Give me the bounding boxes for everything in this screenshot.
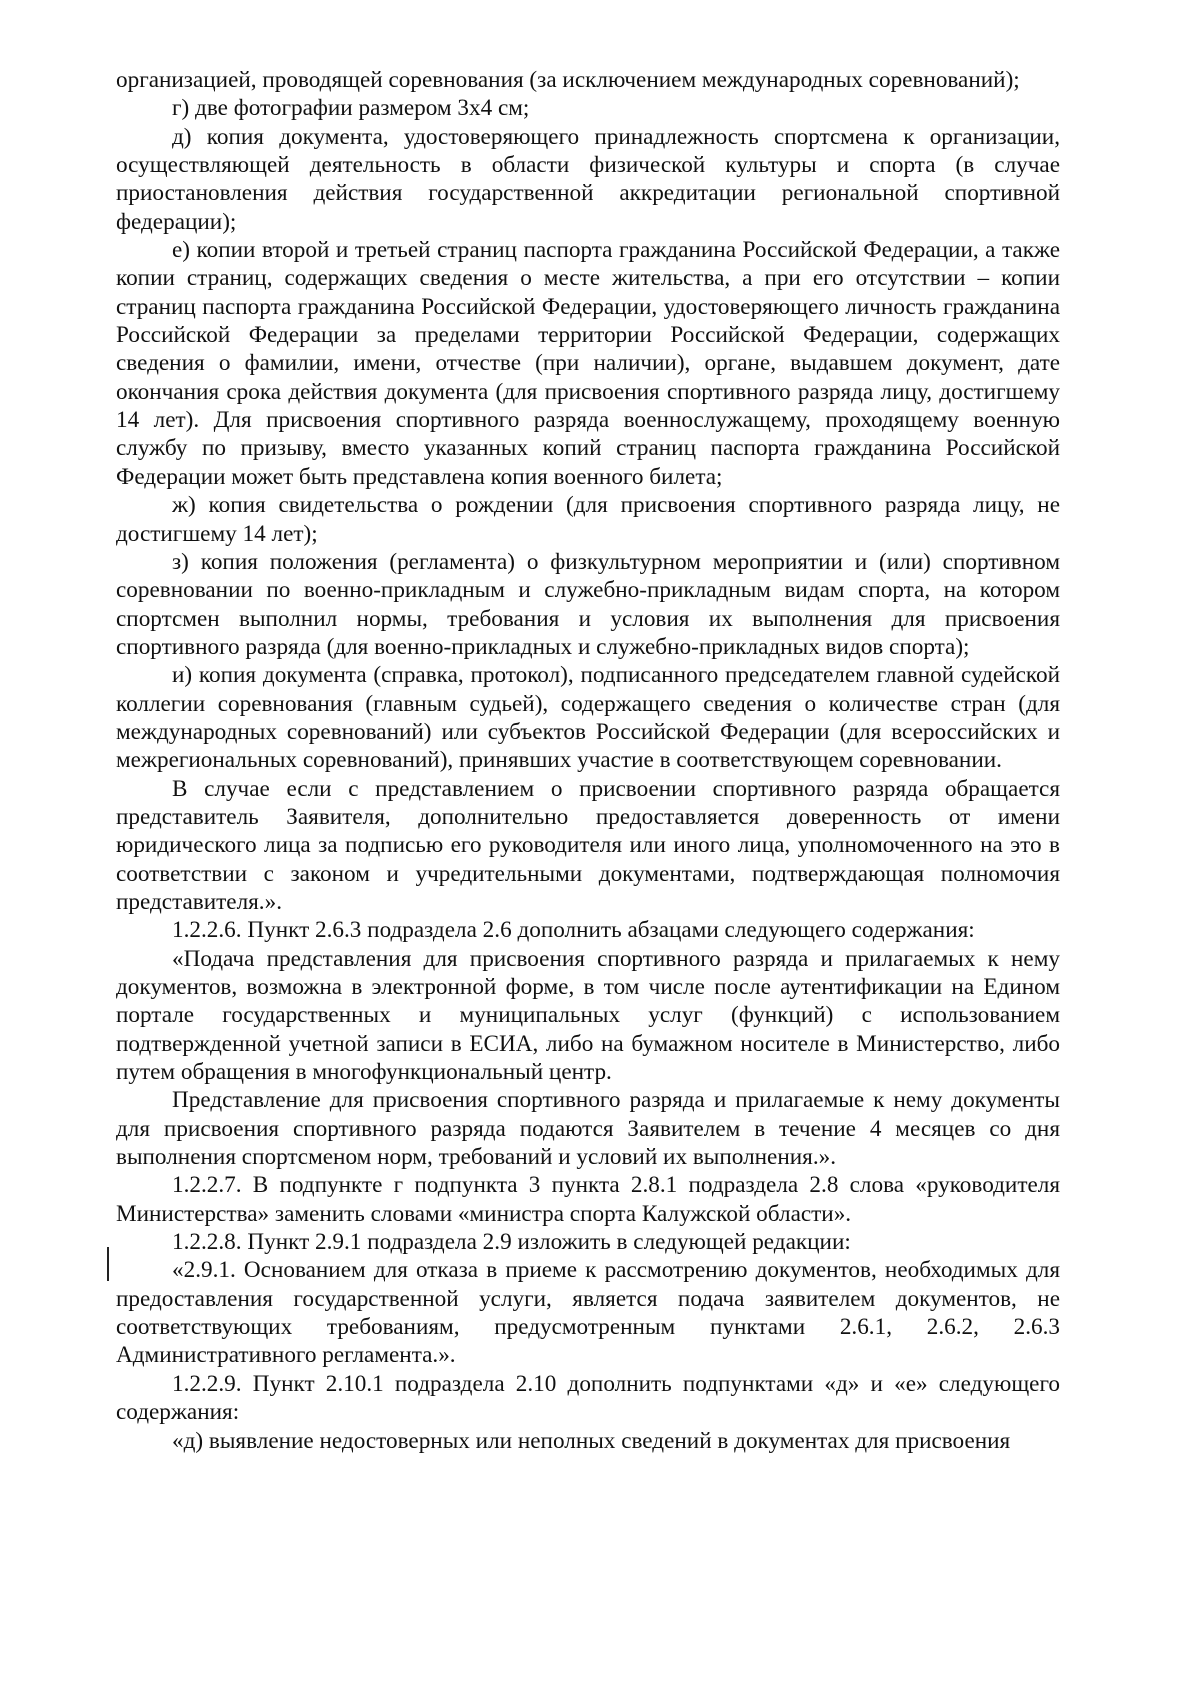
paragraph-electronic-submission: «Подача представления для присвоения спортивного разряда и прилагаемых к нему документов, возможна в электронной форме, в том числе после аутентификации на Едином портале государственных и муниципальных услуг (функций) с использованием подтвержденной учетной записи в ЕСИА, либо на бумажном носителе в Министерство, либо путем обращения в многофункциональный центр. xyxy=(116,945,1060,1086)
paragraph-item-zh: ж) копия свидетельства о рождении (для присвоения спортивного разряда лицу, не достигшему 14 лет); xyxy=(116,492,1060,547)
paragraph-1-2-2-7: 1.2.2.7. В подпункте г подпункта 3 пункта 2.8.1 подраздела 2.8 слова «руководителя Министерства» заменить словами «министра спорта Калужской области». xyxy=(116,1172,1060,1227)
paragraph-item-d: д) копия документа, удостоверяющего принадлежность спортсмена к организации, осуществляющей деятельность в области физической культуры и спорта (в случае приостановления действия государственной аккредитации региональной спортивной федерации); xyxy=(116,123,1060,235)
paragraph-1-2-2-8: 1.2.2.8. Пункт 2.9.1 подраздела 2.9 изложить в следующей редакции: xyxy=(172,1229,851,1256)
paragraph-item-z: з) копия положения (регламента) о физкультурном мероприятии и (или) спортивном соревновании по военно-прикладным и служебно-прикладным видам спорта, на котором спортсмен выполнил нормы, требования и условия их выполнения для присвоения спортивного разряда (для военно-прикладных и служебно-прикладных видов спорта); xyxy=(116,548,1060,660)
margin-mark xyxy=(107,1247,109,1281)
paragraph-continuation: организацией, проводящей соревнования (за исключением международных соревнований); xyxy=(116,67,1020,93)
paragraph-1-2-2-6: 1.2.2.6. Пункт 2.6.3 подраздела 2.6 дополнить абзацами следующего содержания: xyxy=(172,917,975,944)
paragraph-1-2-2-9: 1.2.2.9. Пункт 2.10.1 подраздела 2.10 дополнить подпунктами «д» и «е» следующего содержания: xyxy=(116,1370,1060,1426)
paragraph-item-d-refusal: «д) выявление недостоверных или неполных сведений в документах для присвоения xyxy=(172,1427,1011,1454)
paragraph-item-e: е) копии второй и третьей страниц паспорта гражданина Российской Федерации, а также копии страниц, содержащих сведения о месте жительства, а при его отсутствии – копии страниц паспорта гражданина Российской Федерации, удостоверяющего личность гражданина Российской Федерации за пределами территории Российской Федерации, содержащих сведения о фамилии, имени, отчестве (при наличии), органе, выдавшем документ, дате окончания срока действия документа (для присвоения спортивного разряда лицу, достигшему 14 лет). Для присвоения спортивного разряда военнослужащему, проходящему военную службу по призыву, вместо указанных копий страниц паспорта гражданина Российской Федерации может быть представлена копия военного билета; xyxy=(116,237,1060,490)
paragraph-submission-deadline: Представление для присвоения спортивного разряда и прилагаемые к нему документы для присвоения спортивного разряда подаются Заявителем в течение 4 месяцев со дня выполнения спортсменом норм, требований и условий их выполнения.». xyxy=(116,1087,1060,1171)
paragraph-representative: В случае если с представлением о присвоении спортивного разряда обращается представитель Заявителя, дополнительно предоставляется доверенность от имени юридического лица за подписью его руководителя или иного лица, уполномоченного на это в соответствии с законом и учредительными документами, подтверждающая полномочия представителя.». xyxy=(116,775,1060,915)
paragraph-item-i: и) копия документа (справка, протокол), подписанного председателем главной судейской коллегии соревнования (главным судьей), содержащего сведения о количестве стран (для международных соревнований) или субъектов Российской Федерации (для всероссийских и межрегиональных соревнований), принявших участие в соответствующем соревновании. xyxy=(116,662,1060,774)
paragraph-2-9-1: «2.9.1. Основанием для отказа в приеме к рассмотрению документов, необходимых для предоставления государственной услуги, является подача заявителем документов, не соответствующих требованиям, предусмотренным пунктами 2.6.1, 2.6.2, 2.6.3 Административного регламента.». xyxy=(116,1257,1060,1369)
document-page xyxy=(116,66,1060,1455)
paragraph-item-g: г) две фотографии размером 3x4 см; xyxy=(172,95,530,122)
